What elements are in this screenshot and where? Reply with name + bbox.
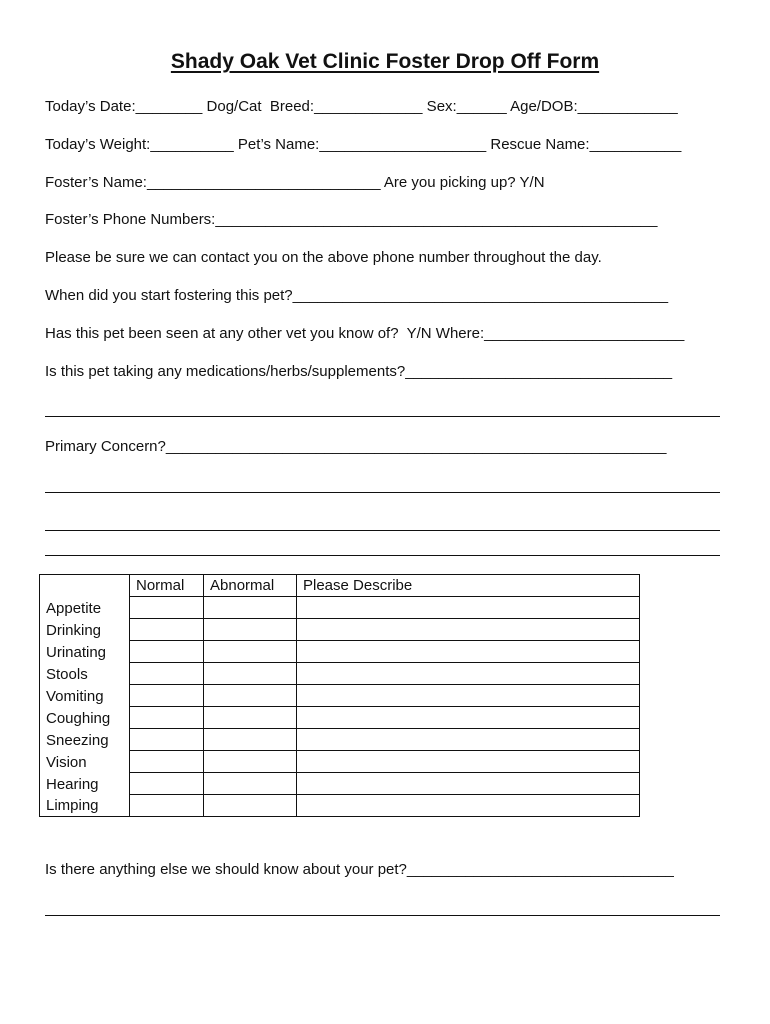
row-label: Appetite [40, 597, 130, 619]
primary-concern-field[interactable]: Primary Concern?____________________________________________________________ [45, 438, 667, 455]
describe-cell[interactable] [297, 641, 640, 663]
abnormal-cell[interactable] [204, 729, 297, 751]
concern-continuation-line-1[interactable] [45, 492, 720, 493]
describe-cell[interactable] [297, 619, 640, 641]
abnormal-cell[interactable] [204, 663, 297, 685]
row-label: Sneezing [40, 729, 130, 751]
anything-else-field[interactable]: Is there anything else we should know about your pet?________________________________ [45, 861, 674, 878]
describe-cell[interactable] [297, 729, 640, 751]
normal-cell[interactable] [130, 751, 204, 773]
anything-else-continuation-line[interactable] [45, 915, 720, 916]
form-title: Shady Oak Vet Clinic Foster Drop Off Form [170, 50, 600, 73]
normal-cell[interactable] [130, 641, 204, 663]
abnormal-cell[interactable] [204, 597, 297, 619]
table-row [40, 685, 640, 707]
concern-continuation-line-2[interactable] [45, 530, 720, 531]
describe-cell[interactable] [297, 795, 640, 817]
row-label: Vision [40, 751, 130, 773]
fostering-start-field[interactable]: When did you start fostering this pet?_____________________________________________ [45, 287, 669, 304]
other-vet-field[interactable]: Has this pet been seen at any other vet you know of? Y/N Where:________________________ [45, 325, 685, 342]
normal-cell[interactable] [130, 619, 204, 641]
table-row [40, 707, 640, 729]
describe-cell[interactable] [297, 707, 640, 729]
medications-continuation-line[interactable] [45, 416, 720, 417]
weight-name-rescue-field[interactable]: Today’s Weight:__________ Pet’s Name:____________________ Rescue Name:___________ [45, 136, 682, 153]
table-row [40, 795, 640, 817]
table-row [40, 773, 640, 795]
normal-cell[interactable] [130, 707, 204, 729]
contact-notice: Please be sure we can contact you on the above phone number throughout the day. [45, 249, 602, 266]
normal-cell[interactable] [130, 597, 204, 619]
abnormal-cell[interactable] [204, 707, 297, 729]
abnormal-cell[interactable] [204, 685, 297, 707]
table-row [40, 641, 640, 663]
abnormal-cell[interactable] [204, 751, 297, 773]
normal-cell[interactable] [130, 773, 204, 795]
describe-cell[interactable] [297, 597, 640, 619]
row-label: Coughing [40, 707, 130, 729]
header-blank [40, 575, 130, 597]
table-row [40, 663, 640, 685]
row-label: Hearing [40, 773, 130, 795]
describe-cell[interactable] [297, 751, 640, 773]
table-row [40, 597, 640, 619]
table-row [40, 619, 640, 641]
symptom-table [39, 574, 640, 817]
table-row [40, 729, 640, 751]
row-label: Vomiting [40, 685, 130, 707]
table-row [40, 751, 640, 773]
describe-cell[interactable] [297, 773, 640, 795]
abnormal-cell[interactable] [204, 795, 297, 817]
concern-continuation-line-3[interactable] [45, 555, 720, 556]
normal-cell[interactable] [130, 795, 204, 817]
describe-cell[interactable] [297, 663, 640, 685]
normal-cell[interactable] [130, 663, 204, 685]
abnormal-cell[interactable] [204, 619, 297, 641]
row-label: Urinating [40, 641, 130, 663]
header-describe: Please Describe [297, 575, 640, 597]
normal-cell[interactable] [130, 729, 204, 751]
date-breed-sex-age-field[interactable]: Today’s Date:________ Dog/Cat Breed:_____________ Sex:______ Age/DOB:____________ [45, 98, 678, 115]
foster-name-pickup-field[interactable]: Foster’s Name:____________________________ Are you picking up? Y/N [45, 174, 545, 191]
abnormal-cell[interactable] [204, 773, 297, 795]
abnormal-cell[interactable] [204, 641, 297, 663]
foster-phone-field[interactable]: Foster’s Phone Numbers:_____________________________________________________ [45, 211, 658, 228]
row-label: Limping [40, 795, 130, 817]
normal-cell[interactable] [130, 685, 204, 707]
row-label: Drinking [40, 619, 130, 641]
header-normal: Normal [130, 575, 204, 597]
medications-field[interactable]: Is this pet taking any medications/herbs/supplements?________________________________ [45, 363, 673, 380]
row-label: Stools [40, 663, 130, 685]
table-header-row [40, 575, 640, 597]
describe-cell[interactable] [297, 685, 640, 707]
header-abnormal: Abnormal [204, 575, 297, 597]
